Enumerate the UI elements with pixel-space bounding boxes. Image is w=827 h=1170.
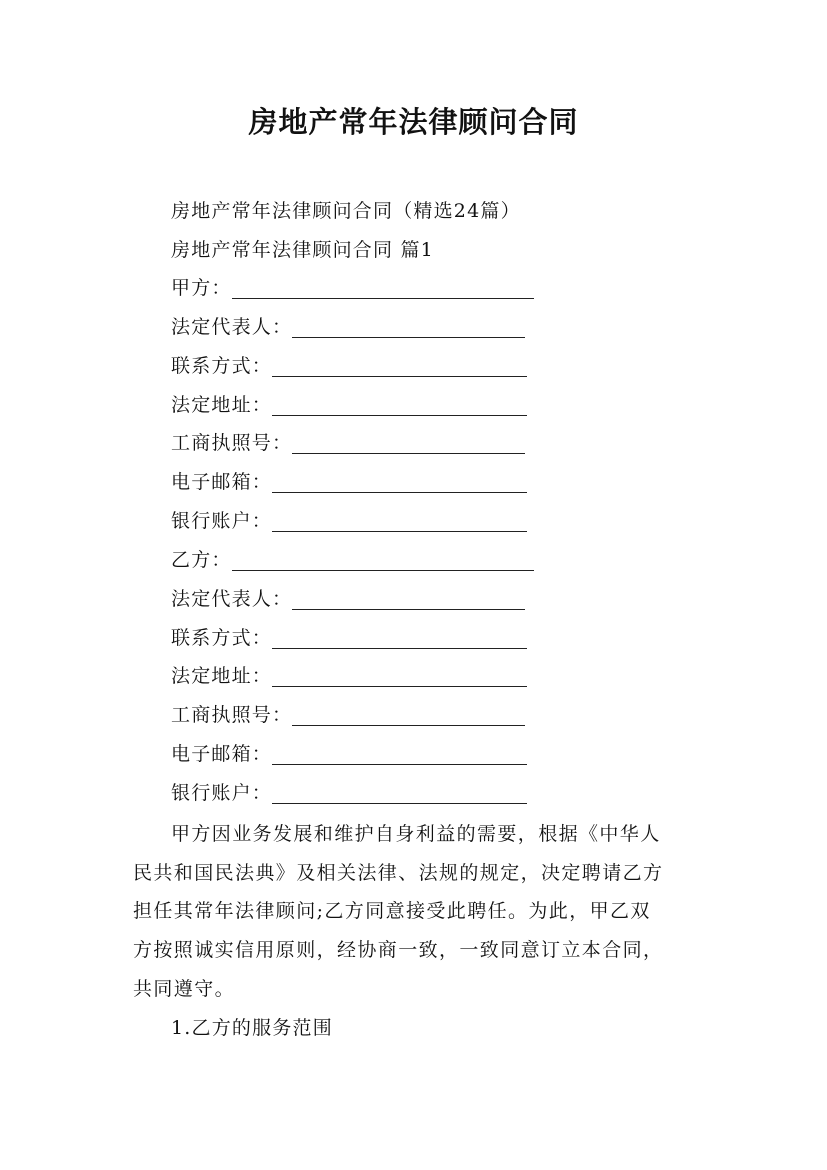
blank-line <box>272 395 527 416</box>
party-a-name-field <box>171 275 534 301</box>
blank-line <box>232 278 534 299</box>
blank-line <box>292 705 525 726</box>
blank-line <box>292 589 525 610</box>
blank-line <box>292 433 525 454</box>
field-label: 工商执照号： <box>171 704 293 726</box>
field-label: 工商执照号： <box>171 432 293 454</box>
paragraph-line: 共同遵守。 <box>133 977 236 1000</box>
blank-line <box>292 317 525 338</box>
paragraph-line: 方按照诚实信用原则，经协商一致，一致同意订立本合同， <box>133 939 664 962</box>
party-a-bank-field <box>171 508 527 534</box>
field-label: 法定代表人： <box>171 588 293 610</box>
party-a-email-field <box>171 469 527 495</box>
document-subtitle: 房地产常年法律顾问合同（精选24篇） <box>171 200 521 222</box>
section-heading: 房地产常年法律顾问合同 篇1 <box>171 239 434 261</box>
field-label: 法定代表人： <box>171 316 293 338</box>
body-paragraph <box>133 815 723 1009</box>
paragraph-line: 担任其常年法律顾问;乙方同意接受此聘任。为此，甲乙双 <box>133 900 651 923</box>
party-a-contact-field <box>171 353 527 379</box>
field-label: 法定地址： <box>171 665 273 687</box>
blank-line <box>272 628 527 649</box>
blank-line <box>272 511 527 532</box>
field-label: 银行账户： <box>171 510 273 532</box>
paragraph-line: 甲方因业务发展和维护自身利益的需要，根据《中华人 <box>171 823 661 845</box>
field-label: 联系方式： <box>171 627 273 649</box>
field-label: 电子邮箱： <box>171 471 273 493</box>
field-label: 银行账户： <box>171 782 273 804</box>
party-b-legal-rep-field <box>171 586 525 612</box>
party-b-email-field <box>171 741 527 767</box>
party-b-address-field <box>171 663 527 689</box>
field-label: 法定地址： <box>171 394 273 416</box>
blank-line <box>272 783 527 804</box>
party-a-legal-rep-field <box>171 314 525 340</box>
field-label: 乙方： <box>171 549 232 571</box>
party-a-license-field <box>171 430 525 456</box>
party-a-address-field <box>171 392 527 418</box>
field-label: 电子邮箱： <box>171 743 273 765</box>
blank-line <box>232 550 534 571</box>
blank-line <box>272 744 527 765</box>
party-b-name-field <box>171 547 534 573</box>
blank-line <box>272 472 527 493</box>
paragraph-line: 民共和国民法典》及相关法律、法规的规定，决定聘请乙方 <box>133 861 664 884</box>
document-title: 房地产常年法律顾问合同 <box>248 105 579 139</box>
field-label: 联系方式： <box>171 355 273 377</box>
party-b-contact-field <box>171 625 527 651</box>
clause-heading: 1.乙方的服务范围 <box>171 1017 333 1039</box>
party-b-license-field <box>171 702 525 728</box>
field-label: 甲方： <box>171 277 232 299</box>
blank-line <box>272 666 527 687</box>
blank-line <box>272 356 527 377</box>
party-b-bank-field <box>171 780 527 806</box>
